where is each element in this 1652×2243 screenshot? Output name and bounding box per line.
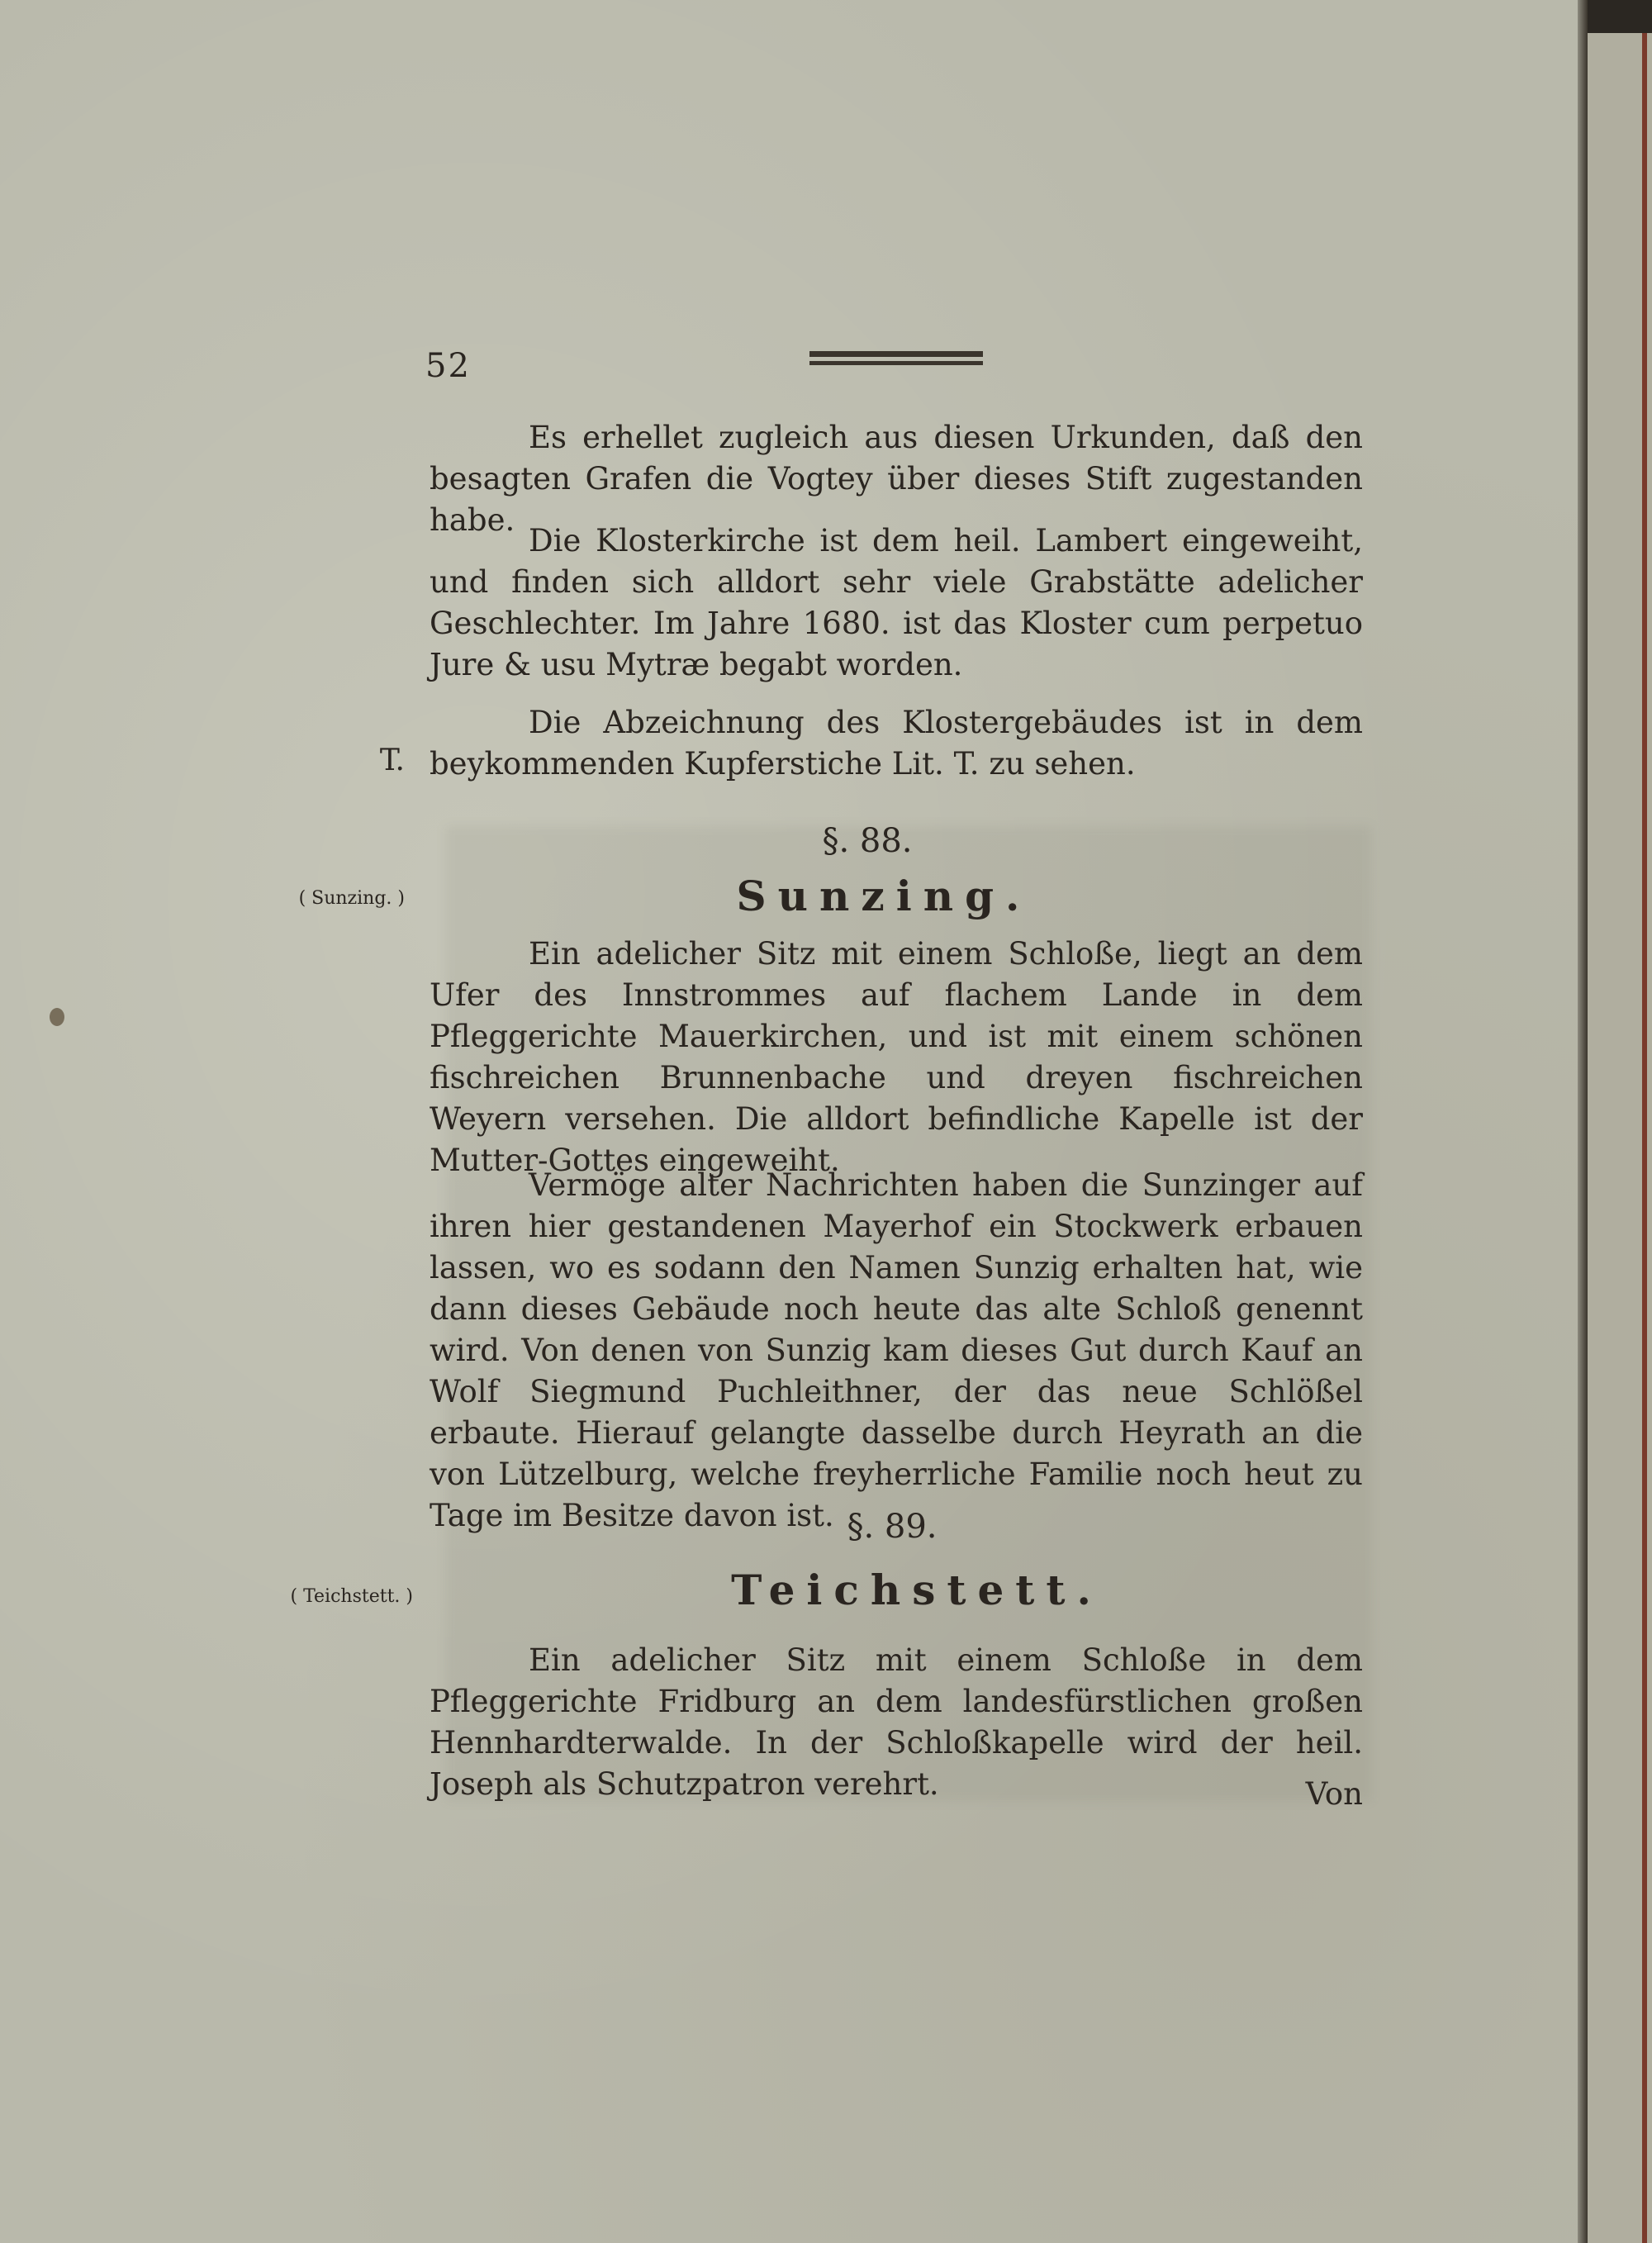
section-title-teichstett: Teichstett. [731,1566,1103,1614]
header-ornament [809,351,983,369]
binding-shadow [1588,0,1652,33]
section-number-88: §. 88. [822,822,913,860]
page-number: 52 [425,347,471,385]
cover-edge [1642,33,1647,2243]
section-number-89: §. 89. [847,1508,938,1546]
catchword: Von [1305,1776,1363,1812]
paragraph-1: Es erhellet zugleich aus diesen Urkunden, daß den besagten Grafen die Vogtey über dieses Stift zugestanden habe. [430,420,1363,538]
paragraph-4: Ein adelicher Sitz mit einem Schloße, liegt an dem Ufer des Innstrommes auf flachem Lande in dem Pfleggerichte Mauerkirchen, und ist mit einem schönen fischreichen Brunnenbache und dreyen fischreichen Weyern versehen. Die alldort befindliche Kapelle ist der Mutter-Gottes eingeweiht. [430,936,1363,1178]
paragraph-3: Die Abzeichnung des Klostergebäudes ist in dem beykommenden Kupferstiche Lit. T. zu sehen. [430,705,1363,782]
margin-note-teichstett: ( Teichstett. ) [290,1586,413,1607]
section-title-sunzing: Sunzing. [736,872,1032,920]
page-edge [1578,0,1588,2243]
paper-stain [50,1008,64,1026]
margin-note-plate: T. [379,744,405,777]
paragraph-5: Vermöge alter Nachrichten haben die Sunzinger auf ihren hier gestandenen Mayerhof ein Stockwerk erbauen lassen, wo es sodann den Namen Sunzig erhalten hat, wie dann dieses Gebäude noch heute das alte Schloß genennt wird. Von denen von Sunzig kam dieses Gut durch Kauf an Wolf Siegmund Puchleithner, der das neue Schlößel erbaute. Hierauf gelangte dasselbe durch Heyrath an die von Lützelburg, welche freyherrliche Familie noch heut zu Tage im Besitze davon ist. [430,1167,1363,1533]
paragraph-2: Die Klosterkirche ist dem heil. Lambert eingeweiht, und finden sich alldort sehr viele Grabstätte adelicher Geschlechter. Im Jahre 1680. ist das Kloster cum perpetuo Jure & usu Mytræ begabt worden. [430,523,1363,682]
margin-note-sunzing: ( Sunzing. ) [298,888,405,909]
paragraph-6: Ein adelicher Sitz mit einem Schloße in dem Pfleggerichte Fridburg an dem landesfürstlichen großen Hennhardterwalde. In der Schloßkapelle wird der heil. Joseph als Schutzpatron verehrt. [430,1642,1363,1802]
